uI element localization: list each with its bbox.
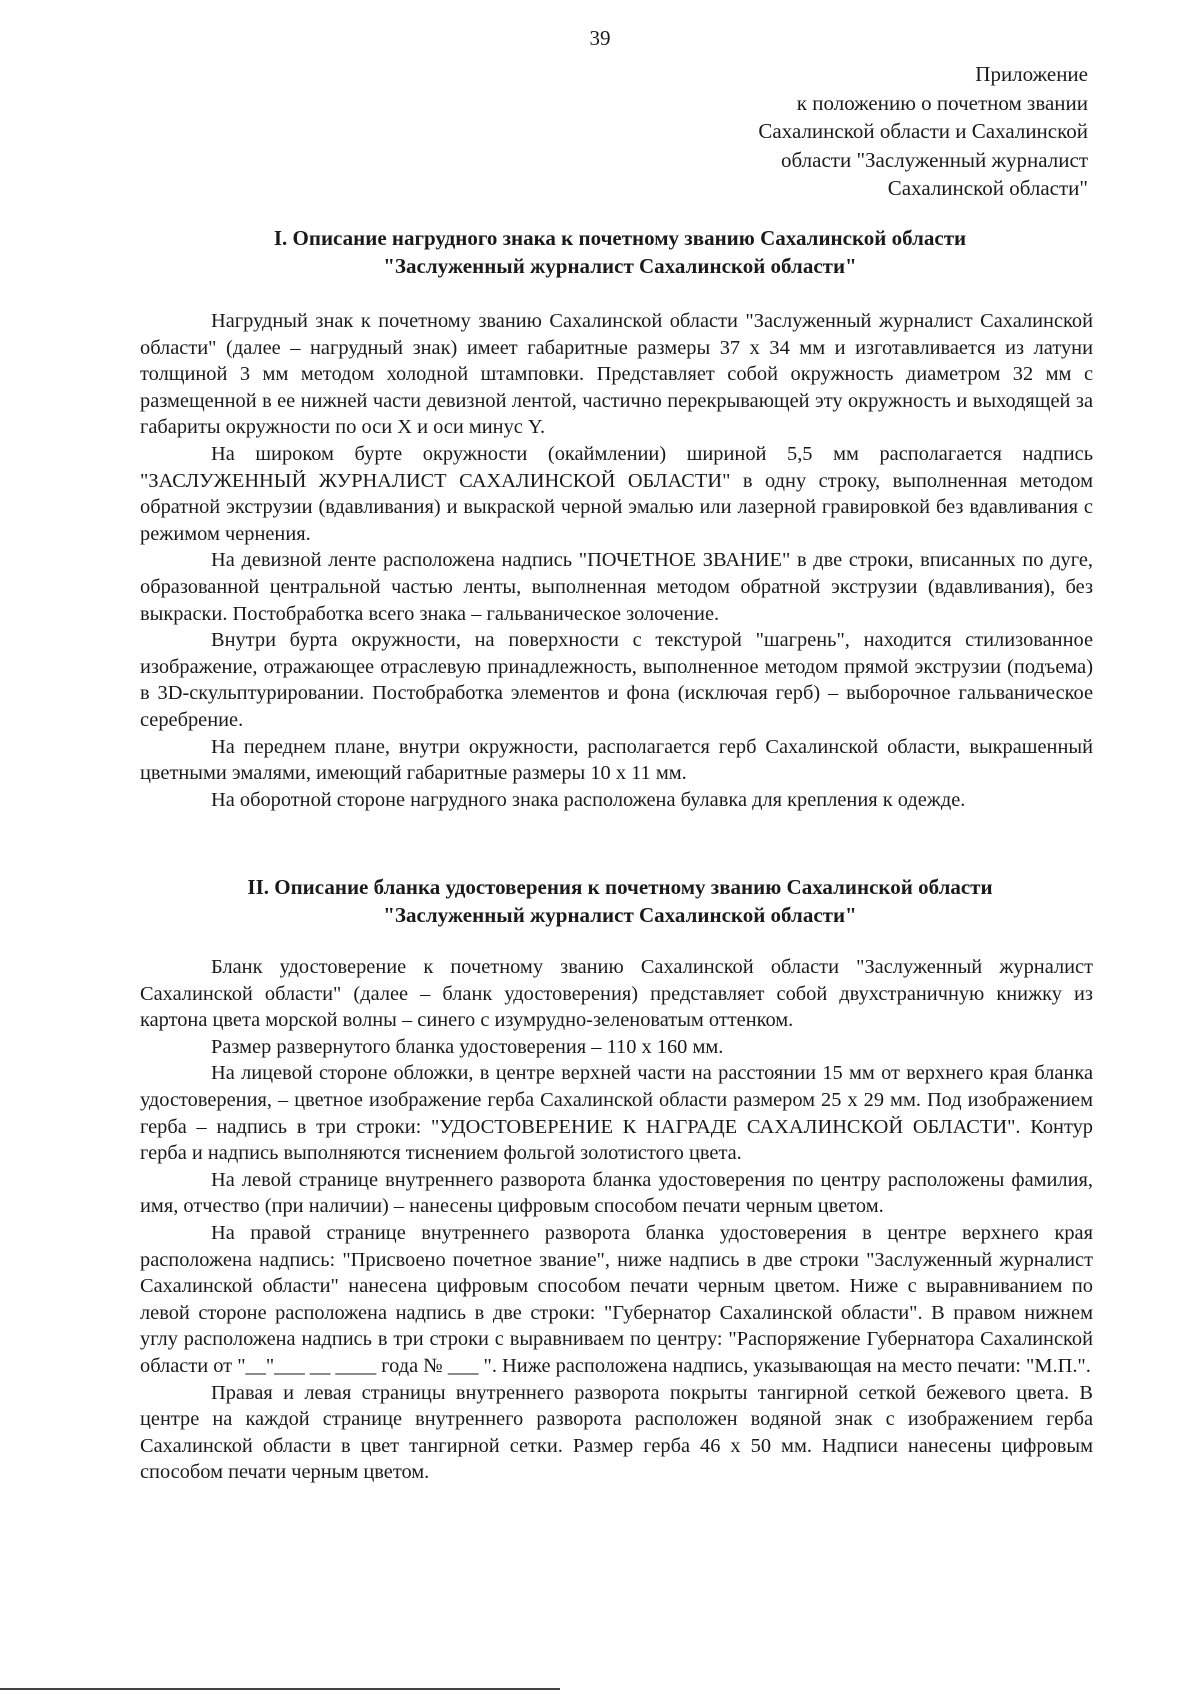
section-2-heading — [140, 873, 1100, 929]
paragraph: Размер развернутого бланка удостоверения – 110 x 160 мм. — [211, 1035, 724, 1058]
appendix-line: Приложение — [975, 62, 1088, 86]
section-1-heading — [140, 224, 1100, 280]
appendix-line: Сахалинской области и Сахалинской — [758, 119, 1088, 143]
heading-line: "Заслуженный журналист Сахалинской области" — [383, 903, 857, 927]
section-2-body — [140, 954, 1093, 1486]
appendix-line: области "Заслуженный журналист — [781, 147, 1088, 172]
paragraph: На оборотной стороне нагрудного знака расположена булавка для крепления к одежде. — [211, 788, 966, 811]
paragraph: На левой странице внутреннего разворота бланка удостоверения по центру расположены фамилия, имя, отчество (при наличии) – нанесены цифровым способом печати черным цветом. — [140, 1168, 1093, 1218]
paragraph: Бланк удостоверение к почетному званию Сахалинской области "Заслуженный журналист Сахалинской области" (далее – бланк удостоверения) представляет собой двухстраничную книжку из картона цвета морской волны – синего с изумрудно-зеленоватым оттенком. — [140, 956, 1093, 1032]
footer-divider — [0, 1688, 560, 1690]
paragraph: Нагрудный знак к почетному званию Сахалинской области "Заслуженный журналист Сахалинской области" (далее – нагрудный знак) имеет габаритные размеры 37 x 34 мм и изготавливается из латуни толщиной 3 мм методом холодной штамповки. Представляет собой окружность диаметром 32 мм с размещенной в ее нижней части девизной лентой, частично перекрывающей эту окружность и выходящей за габариты окружности по оси X и оси минус Y. — [140, 310, 1093, 439]
appendix-note — [758, 60, 1088, 203]
heading-line: "Заслуженный журналист Сахалинской области" — [383, 254, 857, 278]
heading-line: II. Описание бланка удостоверения к почетному званию Сахалинской области — [247, 875, 993, 899]
appendix-line: Сахалинской области" — [887, 176, 1088, 200]
paragraph: На лицевой стороне обложки, в центре верхней части на расстоянии 15 мм от верхнего края бланка удостоверения, – цветное изображение герба Сахалинской области размером 25 x 29 мм. Под изображением герба – надпись в три строки: "УДОСТОВЕРЕНИЕ К НАГРАДЕ САХАЛИНСКОЙ ОБЛАСТИ". Контур герба и надпись выполняются тиснением фольгой золотистого цвета. — [140, 1062, 1093, 1165]
section-1-body — [140, 308, 1093, 813]
page-number: 39 — [589, 26, 611, 50]
paragraph: На широком бурте окружности (окаймлении) шириной 5,5 мм располагается надпись "ЗАСЛУЖЕННЫЙ ЖУРНАЛИСТ САХАЛИНСКОЙ ОБЛАСТИ" в одну строку, выполненная методом обратной экструзии (вдавливания) и выкраской черной эмалью или лазерной гравировкой без вдавливания с режимом чернения. — [140, 442, 1093, 545]
heading-line: I. Описание нагрудного знака к почетному званию Сахалинской области — [273, 226, 967, 250]
paragraph: Правая и левая страницы внутреннего разворота покрыты тангирной сеткой бежевого цвета. В центре на каждой странице внутреннего разворота расположен водяной знак с изображением герба Сахалинской области в цвет тангирной сетки. Размер герба 46 x 50 мм. Надписи нанесены цифровым способом печати черным цветом. — [140, 1381, 1093, 1484]
paragraph: На правой странице внутреннего разворота бланка удостоверения в центре верхнего края расположена надпись: "Присвоено почетное звание", ниже надпись в две строки "Заслуженный журналист Сахалинской области" нанесена цифровым способом печати черным цветом. Ниже с выравниванием по левой стороне расположена надпись в две строки: "Губернатор Сахалинской области". В правом нижнем углу расположена надпись в три строки с выравниваем по центру: "Распоряжение Губернатора Сахалинской области от "__"___ __ ____ года № ___ ". Ниже расположена надпись, указывающая на место печати: "М.П.". — [140, 1221, 1093, 1377]
paragraph: На девизной ленте расположена надпись "ПОЧЕТНОЕ ЗВАНИЕ" в две строки, вписанных по дуге, образованной центральной частью ленты, выполненная методом обратной экструзии (вдавливания), без выкраски. Постобработка всего знака – гальваническое золочение. — [140, 549, 1093, 625]
appendix-line: к положению о почетном звании — [796, 90, 1088, 115]
paragraph: Внутри бурта окружности, на поверхности с текстурой "шагрень", находится стилизованное изображение, отражающее отраслевую принадлежность, выполненное методом прямой экструзии (подъема) в 3D-скульптурировании. Постобработка элементов и фона (исключая герб) – выборочное гальваническое серебрение. — [140, 629, 1093, 731]
paragraph: На переднем плане, внутри окружности, располагается герб Сахалинской области, выкрашенный цветными эмалями, имеющий габаритные размеры 10 x 11 мм. — [140, 735, 1093, 785]
